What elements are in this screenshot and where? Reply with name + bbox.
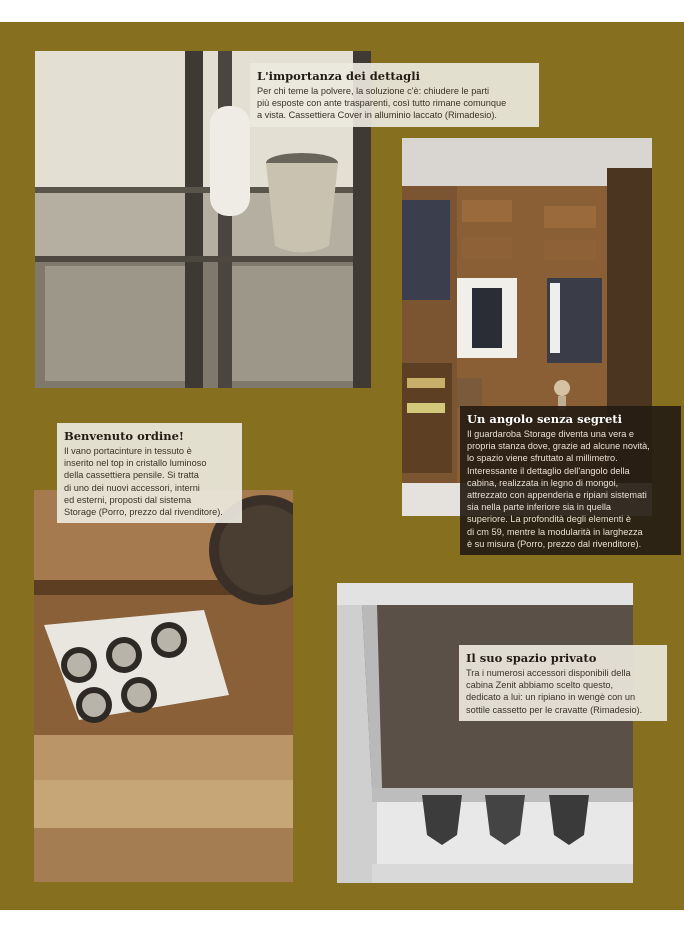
caption-tie-drawer: [459, 645, 667, 721]
caption-title: L'importanza dei dettagli: [257, 69, 420, 83]
caption-title: Benvenuto ordine!: [64, 429, 184, 443]
belt-drawer-illustration: [34, 490, 293, 882]
tie-drawer-illustration: [337, 583, 633, 883]
photo-tie-drawer: [337, 583, 633, 883]
caption-text: Il guardaroba Storage diventa una vera e propria stanza dove, grazie ad alcune novità, lo spazio viene sfruttato al millimetro. Interessante il dettaglio dell'angolo della cabina, realizzata in legno di mongoi, attrezzato con appenderia e ripiani sistemati sia nella parte inferiore sia in quella superiore. La profondità degli elementi è di cm 59, mentre la modularità in larghezza è su misura (Porro, prezzo dal rivenditore).: [467, 429, 650, 549]
caption-belt-drawer: [57, 423, 242, 523]
caption-text: Il vano portacinture in tessuto è inserito nel top in cristallo luminoso della cassettiera pensile. Si tratta di uno dei nuovi accessori, interni ed esterni, proposti dal sistema Storage (Porro, prezzo dal rivenditore).: [64, 446, 223, 518]
caption-title: Un angolo senza segreti: [467, 412, 622, 426]
photo-belt-drawer: [34, 490, 293, 882]
caption-title: Il suo spazio privato: [466, 651, 597, 665]
caption-text: Per chi teme la polvere, la soluzione c'è: chiudere le parti più esposte con ante trasparenti, così tutto rimane comunque a vista. Cassettiera Cover in alluminio laccato (Rimadesio).: [257, 86, 507, 121]
caption-glass-cabinet: [250, 63, 539, 127]
caption-walk-in-wardrobe: [460, 406, 681, 555]
caption-text: Tra i numerosi accessori disponibili della cabina Zenit abbiamo scelto questo, dedicato a lui: un ripiano in wengè con un sottile cassetto per le cravatte (Rimadesio).: [466, 668, 643, 715]
